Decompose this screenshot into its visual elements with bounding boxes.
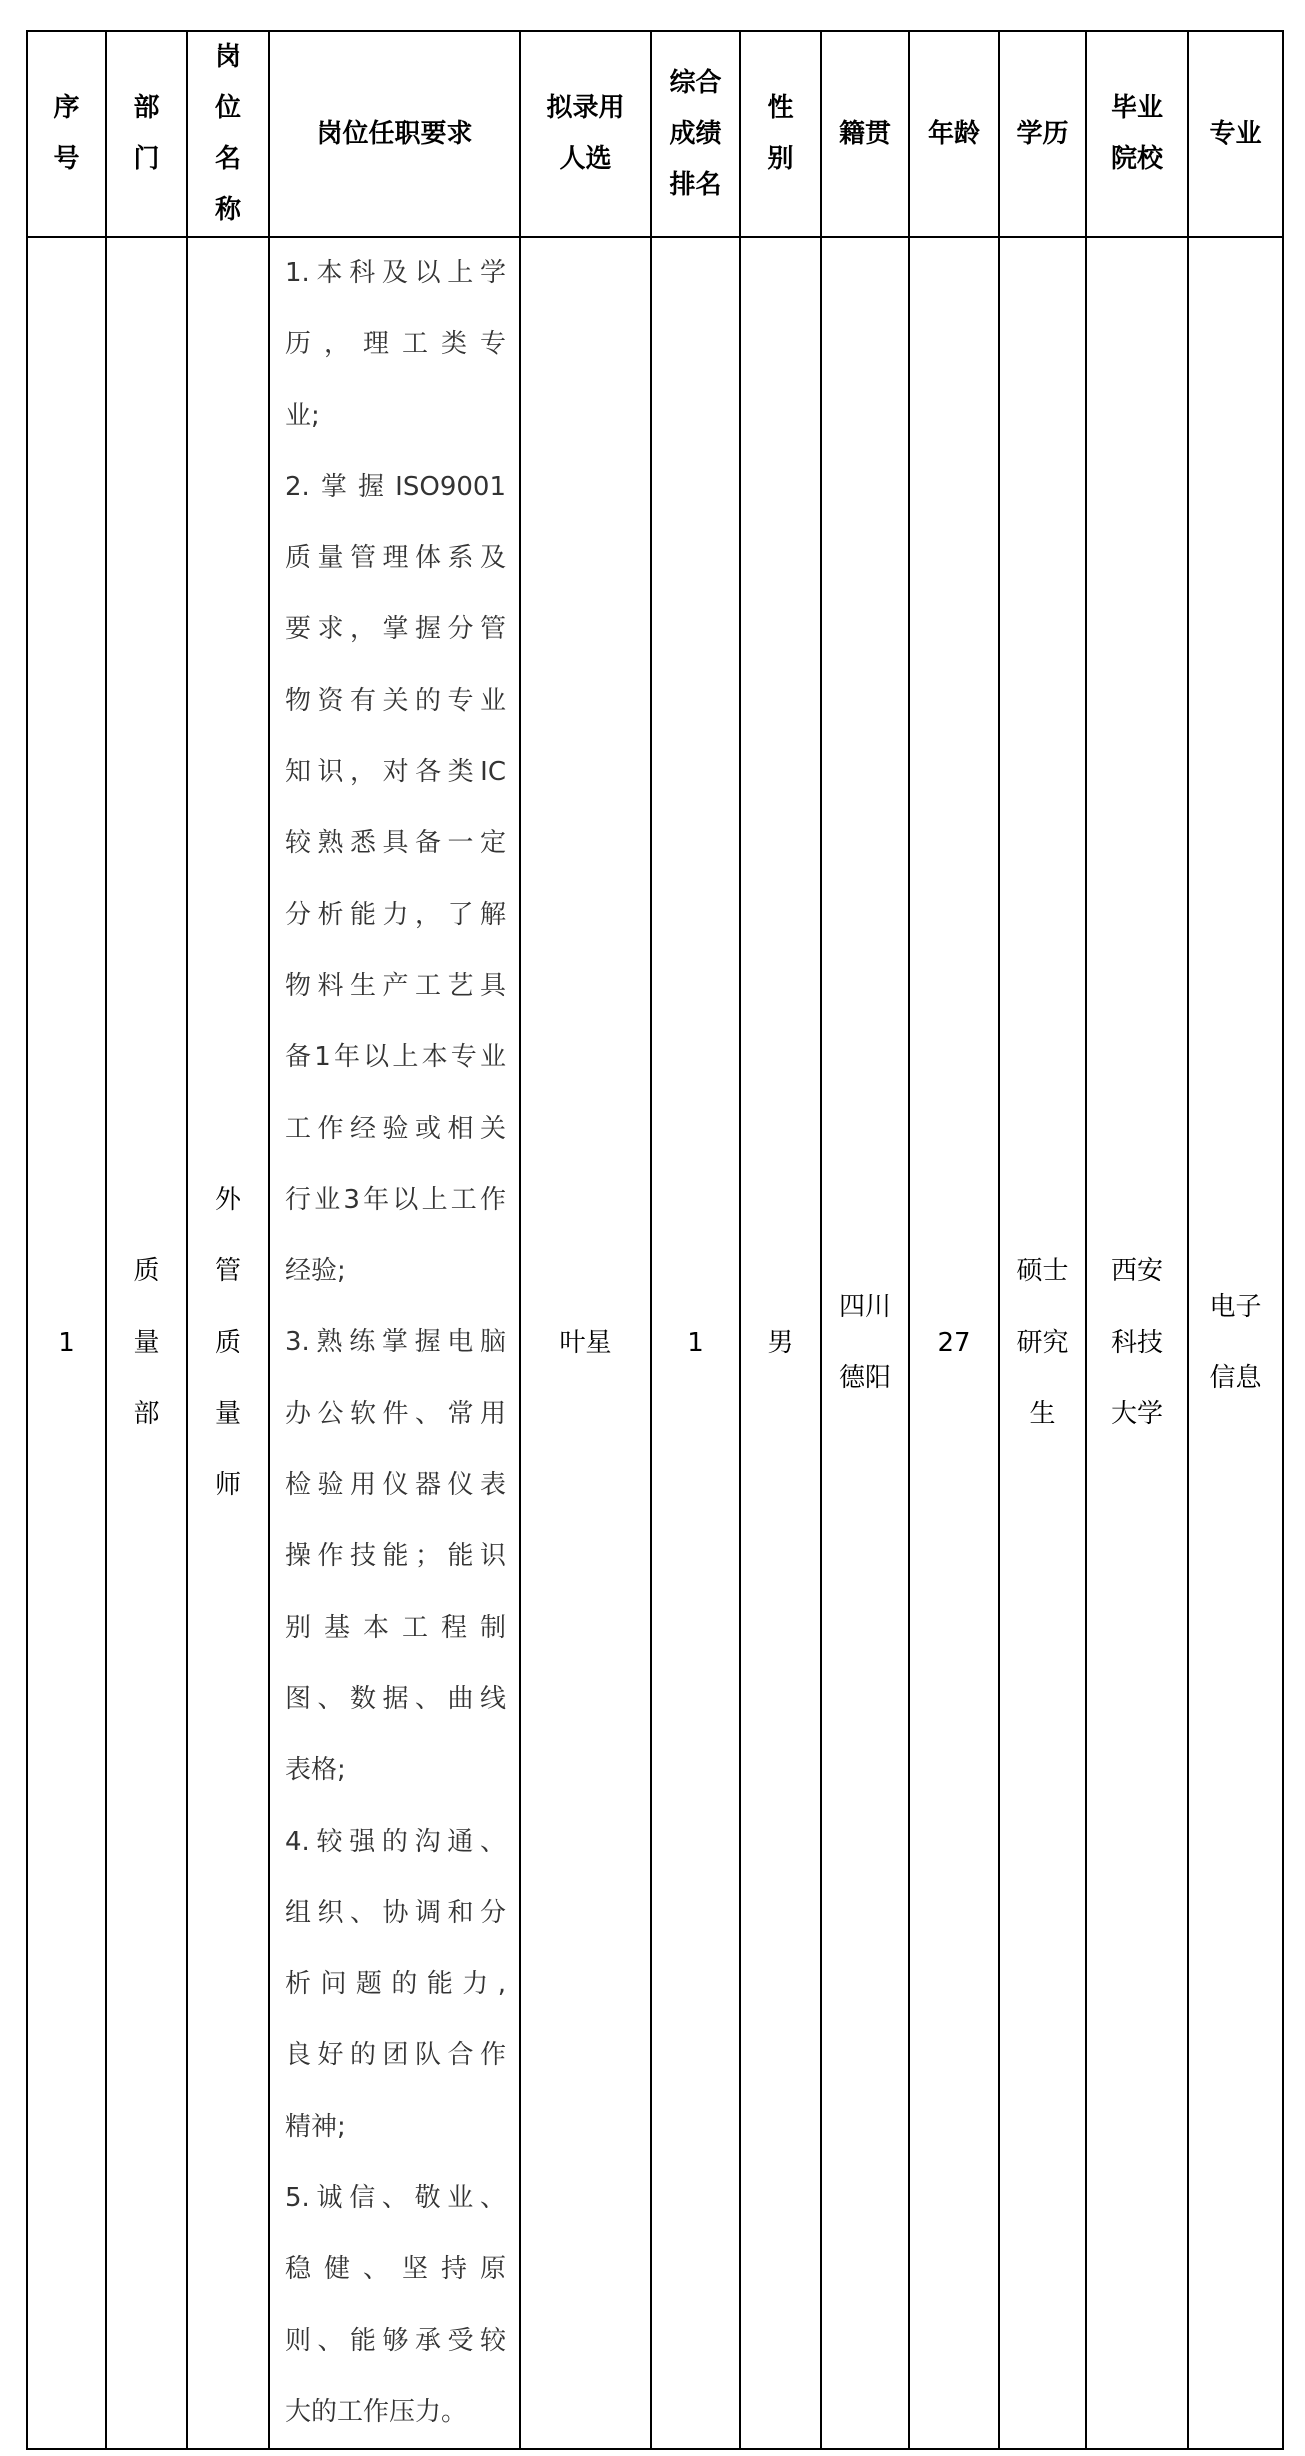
cell-school xyxy=(1086,237,1188,2449)
header-position-line: 名 xyxy=(214,144,241,174)
requirement-line: 精神; xyxy=(285,2111,346,2142)
header-candidate-line: 人选 xyxy=(559,144,612,174)
cell-gender-line: 男 xyxy=(767,1327,794,1358)
requirement-line: 4.较强的沟通、 xyxy=(285,1826,506,1857)
header-position-line: 位 xyxy=(214,93,241,123)
requirement-line: 3.熟练掌握电脑 xyxy=(285,1327,506,1358)
header-school-line: 院校 xyxy=(1110,144,1163,174)
header-education-line: 学历 xyxy=(1016,118,1069,149)
cell-seq-line: 1 xyxy=(58,1327,75,1358)
header-dept-line: 门 xyxy=(133,144,160,174)
table-row xyxy=(27,237,1283,2449)
cell-position-line: 量 xyxy=(214,1398,241,1429)
header-rank-line: 排名 xyxy=(669,169,722,200)
requirement-line: 质量管理体系及 xyxy=(285,543,506,574)
cell-education-line: 生 xyxy=(1029,1398,1056,1429)
cell-requirements xyxy=(269,237,520,2449)
cell-candidate-line: 叶星 xyxy=(559,1327,612,1358)
header-origin-line: 籍贯 xyxy=(838,118,891,149)
header-candidate-line: 拟录用 xyxy=(546,93,625,123)
requirement-line: 2.掌握ISO9001 xyxy=(285,471,506,502)
cell-seq xyxy=(27,237,106,2449)
header-rank-line: 综合 xyxy=(669,67,722,98)
requirement-line: 组织、协调和分 xyxy=(285,1897,506,1928)
header-major-line: 专业 xyxy=(1209,118,1262,149)
requirement-line: 则、能够承受较 xyxy=(285,2325,506,2356)
requirement-line: 表格; xyxy=(285,1755,346,1786)
cell-origin-line: 四川 xyxy=(838,1291,891,1322)
requirement-line: 稳健、坚持原 xyxy=(285,2254,506,2285)
requirement-line: 工作经验或相关 xyxy=(285,1113,506,1144)
header-school xyxy=(1086,31,1188,237)
header-position-line: 岗 xyxy=(214,42,241,72)
header-school-line: 毕业 xyxy=(1110,93,1163,123)
requirement-line: 良好的团队合作 xyxy=(285,2040,506,2071)
header-seq-line: 号 xyxy=(53,144,80,174)
cell-position-line: 外 xyxy=(214,1185,241,1216)
requirement-line: 较熟悉具备一定 xyxy=(285,828,506,859)
cell-major-line: 电子 xyxy=(1209,1291,1262,1322)
header-rank xyxy=(651,31,740,237)
requirement-line: 要求，掌握分管 xyxy=(285,614,506,645)
requirement-line: 图、数据、曲线 xyxy=(285,1683,506,1714)
requirement-line: 备1年以上本专业 xyxy=(285,1042,506,1073)
cell-age xyxy=(909,237,999,2449)
cell-dept-line: 部 xyxy=(133,1398,160,1429)
requirement-line: 别基本工程制 xyxy=(285,1612,506,1643)
cell-position xyxy=(187,237,269,2449)
requirement-line: 操作技能；能识 xyxy=(285,1541,506,1572)
header-age-line: 年龄 xyxy=(927,118,980,149)
cell-gender xyxy=(740,237,821,2449)
cell-rank xyxy=(651,237,740,2449)
cell-major-line: 信息 xyxy=(1209,1363,1262,1394)
cell-position-line: 师 xyxy=(214,1469,241,1500)
requirement-line: 历，理工类专 xyxy=(285,329,506,360)
header-seq-line: 序 xyxy=(53,93,80,123)
cell-education-line: 硕士 xyxy=(1016,1256,1069,1287)
header-position xyxy=(187,31,269,237)
header-education xyxy=(999,31,1086,237)
requirement-line: 1.本科及以上学 xyxy=(285,258,506,288)
header-gender-line: 性 xyxy=(767,93,794,123)
requirements-list xyxy=(285,238,506,2448)
requirement-line: 物料生产工艺具 xyxy=(285,970,506,1001)
header-major xyxy=(1188,31,1283,237)
cell-origin-line: 德阳 xyxy=(838,1363,891,1394)
requirement-line: 经验; xyxy=(285,1256,346,1287)
requirement-line: 检验用仪器仪表 xyxy=(285,1470,506,1501)
recruitment-table xyxy=(26,30,1284,2450)
cell-origin xyxy=(821,237,909,2449)
header-seq xyxy=(27,31,106,237)
header-position-line: 称 xyxy=(214,195,241,225)
requirement-line: 办公软件、常用 xyxy=(285,1398,506,1429)
requirement-line: 业; xyxy=(285,400,320,431)
requirement-line: 行业3年以上工作 xyxy=(285,1184,506,1215)
requirement-line: 5.诚信、敬业、 xyxy=(285,2183,506,2214)
cell-school-line: 西安 xyxy=(1110,1256,1163,1287)
cell-age-line: 27 xyxy=(937,1327,971,1358)
cell-dept-line: 质 xyxy=(133,1256,160,1287)
header-requirements-line: 岗位任职要求 xyxy=(316,118,473,149)
requirement-line: 大的工作压力。 xyxy=(285,2396,468,2427)
header-gender-line: 别 xyxy=(767,144,794,174)
header-candidate xyxy=(520,31,651,237)
cell-dept-line: 量 xyxy=(133,1327,160,1358)
cell-school-line: 大学 xyxy=(1110,1398,1163,1429)
requirement-line: 知识，对各类IC xyxy=(285,757,506,788)
cell-position-line: 质 xyxy=(214,1327,241,1358)
requirement-line: 析问题的能力, xyxy=(285,1969,506,2000)
cell-position-line: 管 xyxy=(214,1256,241,1287)
header-dept-line: 部 xyxy=(133,93,160,123)
header-gender xyxy=(740,31,821,237)
cell-education-line: 研究 xyxy=(1016,1327,1069,1358)
cell-education xyxy=(999,237,1086,2449)
header-origin xyxy=(821,31,909,237)
cell-candidate xyxy=(520,237,651,2449)
header-age xyxy=(909,31,999,237)
cell-major xyxy=(1188,237,1283,2449)
cell-dept xyxy=(106,237,187,2449)
header-requirements xyxy=(269,31,520,237)
header-row xyxy=(27,31,1283,237)
requirement-line: 物资有关的专业 xyxy=(285,685,506,716)
requirement-line: 分析能力，了解 xyxy=(285,899,506,930)
header-rank-line: 成绩 xyxy=(669,118,722,149)
header-dept xyxy=(106,31,187,237)
cell-school-line: 科技 xyxy=(1110,1327,1163,1358)
cell-rank-line: 1 xyxy=(687,1327,704,1358)
